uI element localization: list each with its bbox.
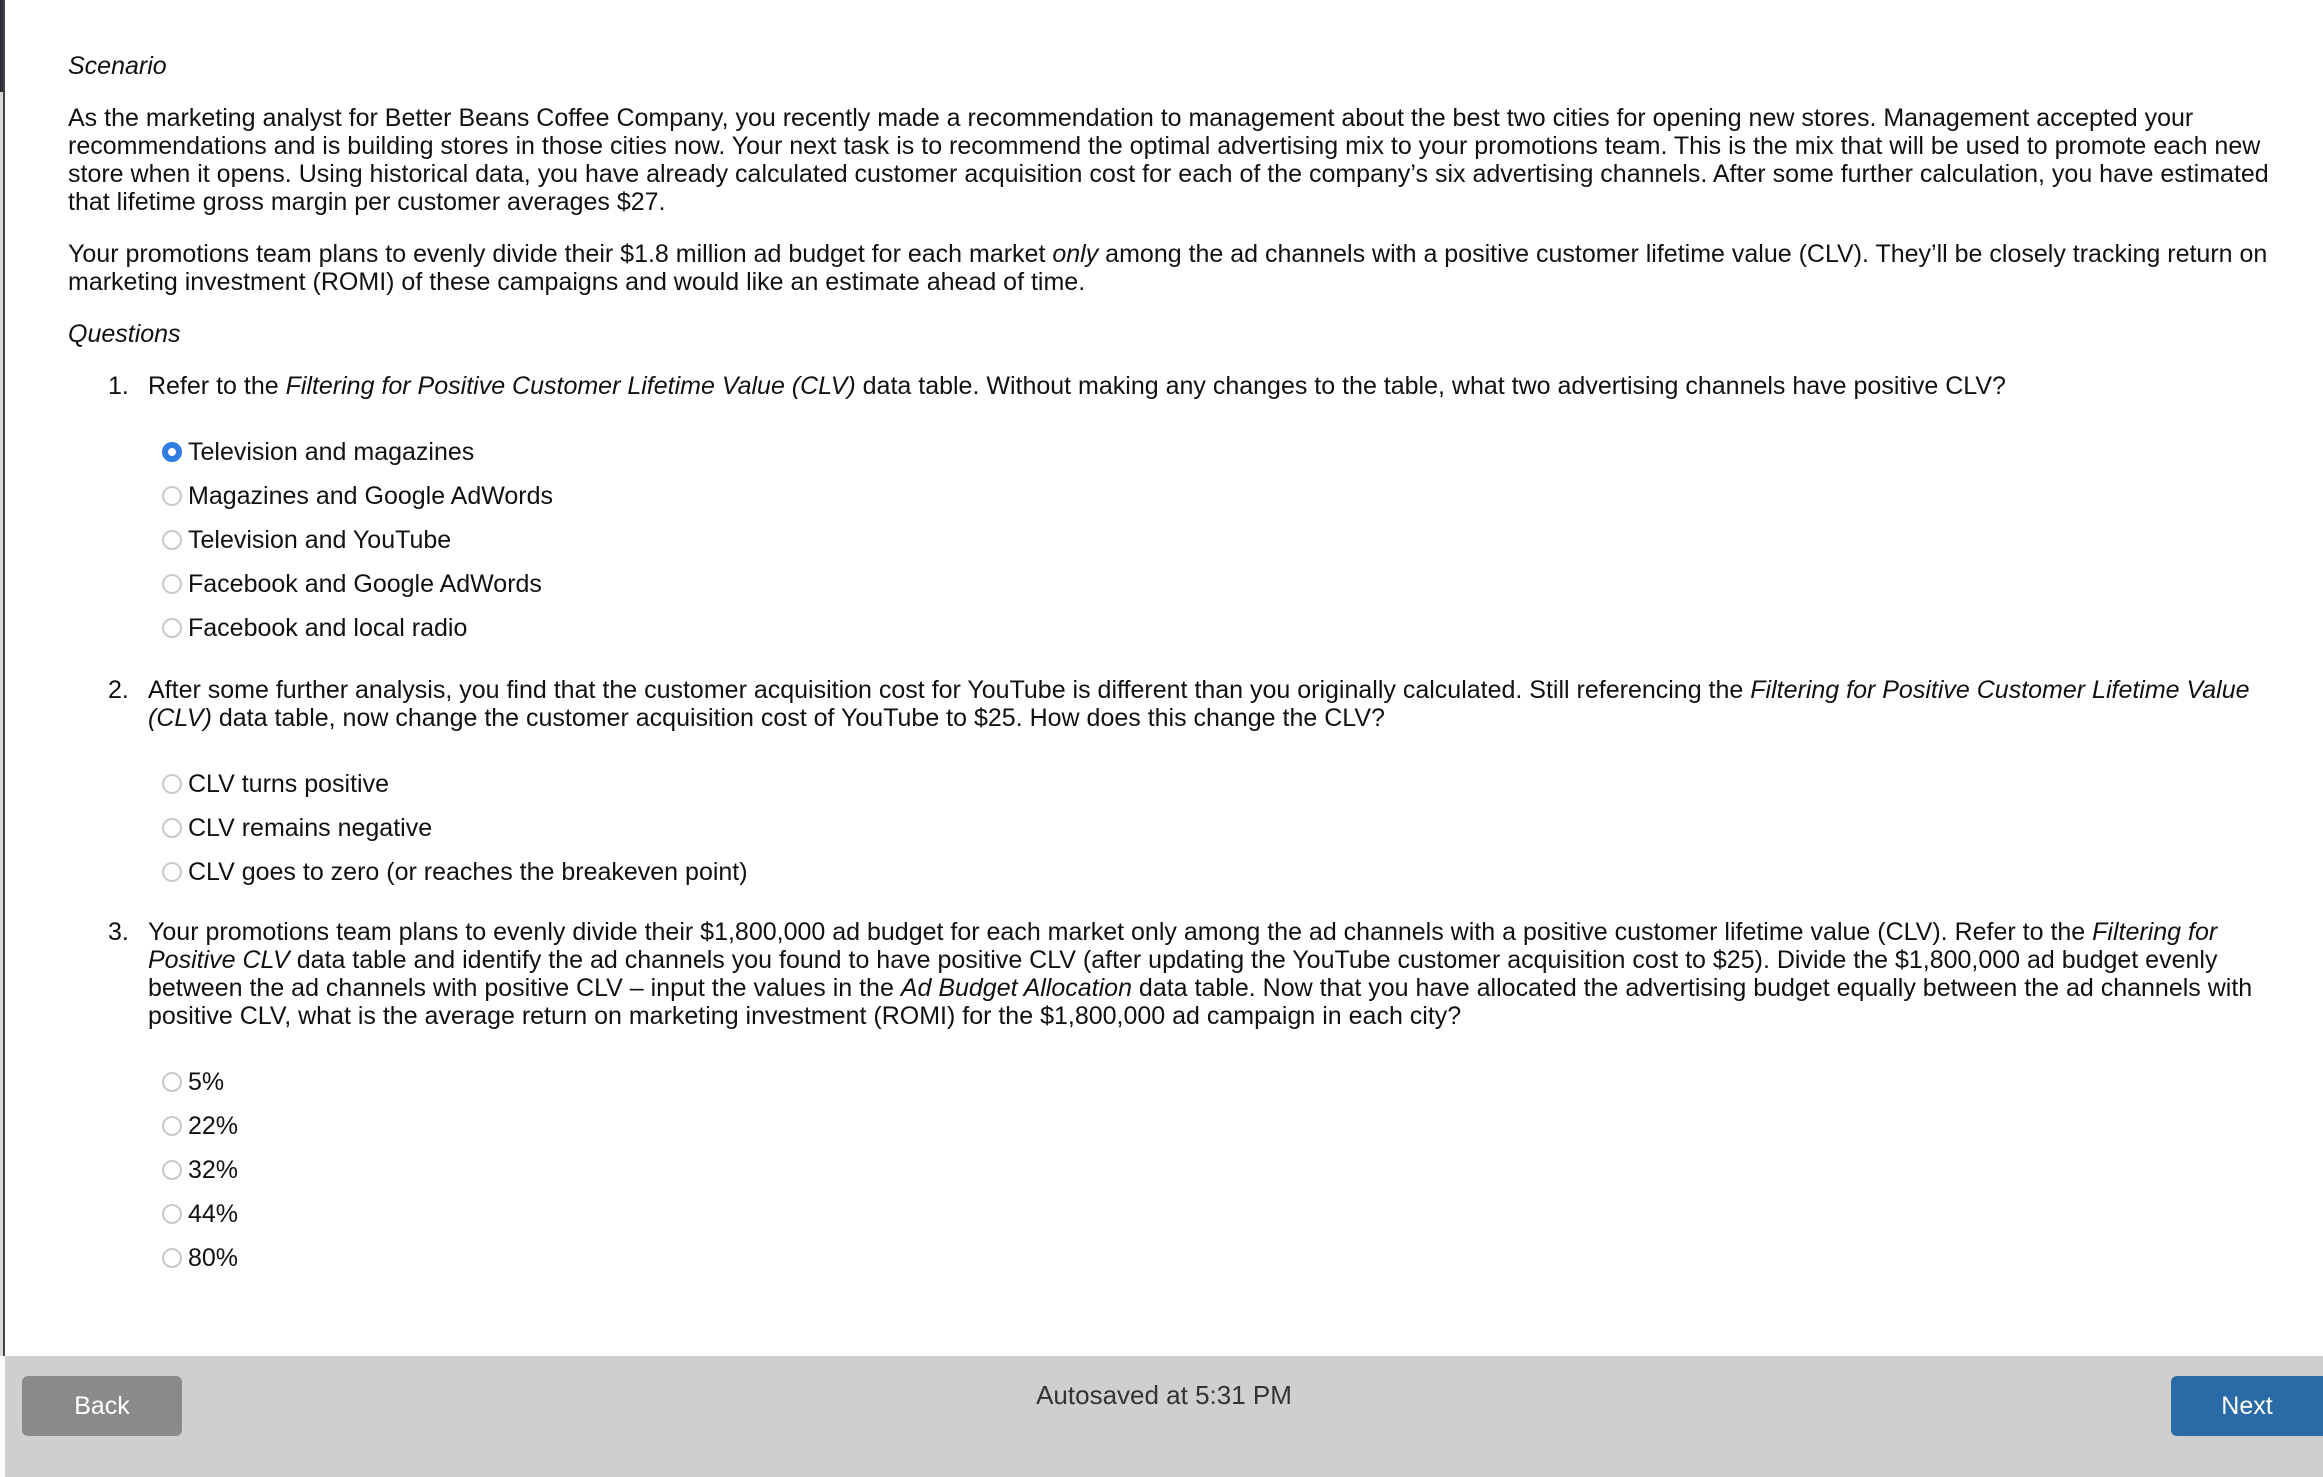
q2-option-3[interactable]: [162, 850, 2283, 894]
q3-option-5-label[interactable]: 80%: [188, 1244, 239, 1272]
q1-option-4[interactable]: [162, 562, 2283, 606]
question-3-text-part-b: data table and identify the ad channels you found to have positive CLV (after updating the YouTube customer acquisition cost to $25). Divide the $1,800,000 ad budget evenly between the ad channels with positive CLV – input the values in the: [148, 946, 2218, 1002]
q3-option-1[interactable]: [162, 1060, 2283, 1104]
question-1: [68, 372, 2283, 650]
q3-option-4[interactable]: [162, 1192, 2283, 1236]
q1-option-1[interactable]: [162, 430, 2283, 474]
question-1-number: 1.: [108, 372, 129, 400]
q3-option-3[interactable]: [162, 1148, 2283, 1192]
q3-option-2-label[interactable]: 22%: [188, 1112, 239, 1140]
q1-option-4-radio[interactable]: [162, 574, 182, 594]
q3-option-4-radio[interactable]: [162, 1204, 182, 1224]
q1-option-5-label[interactable]: Facebook and local radio: [188, 614, 468, 642]
q1-option-5-radio[interactable]: [162, 618, 182, 638]
q1-option-3[interactable]: [162, 518, 2283, 562]
question-3-options: [162, 1060, 2283, 1280]
question-2-text-part-a: After some further analysis, you find that the customer acquisition cost for YouTube is different than you originally calculated. Still referencing the: [148, 676, 1751, 704]
q2-option-2-radio[interactable]: [162, 818, 182, 838]
autosave-status: Autosaved at 5:31 PM: [1036, 1380, 1292, 1410]
q2-option-2[interactable]: [162, 806, 2283, 850]
question-1-text-part-a: Refer to the: [148, 372, 286, 400]
back-button[interactable]: Back: [22, 1376, 182, 1436]
scenario-paragraph-2-emphasis: only: [1052, 240, 1099, 268]
q3-option-2[interactable]: [162, 1104, 2283, 1148]
question-3-text-emphasis-1: Filtering for Positive CLV: [148, 918, 2218, 974]
q3-option-1-radio[interactable]: [162, 1072, 182, 1092]
q2-option-1-label[interactable]: CLV turns positive: [188, 770, 390, 798]
question-3-text-emphasis-2: Ad Budget Allocation: [900, 974, 1132, 1002]
left-edge-rule: [3, 0, 5, 1356]
q1-option-2-label[interactable]: Magazines and Google AdWords: [188, 482, 554, 510]
question-3-number: 3.: [108, 918, 129, 946]
q1-option-2-radio[interactable]: [162, 486, 182, 506]
q1-option-5[interactable]: [162, 606, 2283, 650]
question-1-text-part-b: data table. Without making any changes to the table, what two advertising channels have positive CLV?: [855, 372, 2006, 400]
q3-option-3-label[interactable]: 32%: [188, 1156, 239, 1184]
question-2-text-emphasis: Filtering for Positive Customer Lifetime Value (CLV): [148, 676, 2250, 732]
scenario-heading: Scenario: [68, 52, 167, 80]
scenario-paragraph-2: [68, 240, 2283, 296]
question-2-options: [162, 762, 2283, 894]
q2-option-2-label[interactable]: CLV remains negative: [188, 814, 433, 842]
left-edge-bar: [0, 0, 5, 1356]
q1-option-4-label[interactable]: Facebook and Google AdWords: [188, 570, 542, 598]
question-3-text-part-a: Your promotions team plans to evenly divide their $1,800,000 ad budget for each market only among the ad channels with a positive customer lifetime value (CLV). Refer to the: [148, 918, 2093, 946]
question-1-options: [162, 430, 2283, 650]
question-3: [68, 918, 2283, 1280]
main-content: [68, 52, 2283, 1280]
q3-option-2-radio[interactable]: [162, 1116, 182, 1136]
next-button[interactable]: Next: [2171, 1376, 2323, 1436]
question-1-text-emphasis: Filtering for Positive Customer Lifetime Value (CLV): [285, 372, 856, 400]
q3-option-1-label[interactable]: 5%: [188, 1068, 225, 1096]
question-2-text: [148, 676, 2283, 732]
scenario-paragraph-2-part-a: Your promotions team plans to evenly divide their $1.8 million ad budget for each market: [68, 240, 1053, 268]
q1-option-1-label[interactable]: Television and magazines: [188, 438, 475, 466]
question-1-text: [148, 372, 2283, 400]
q3-option-4-label[interactable]: 44%: [188, 1200, 239, 1228]
question-2: [68, 676, 2283, 894]
q3-option-5[interactable]: [162, 1236, 2283, 1280]
q1-option-3-radio[interactable]: [162, 530, 182, 550]
question-2-number: 2.: [108, 676, 129, 704]
footer-bar: [5, 1356, 2323, 1477]
scenario-paragraph-2-part-b: among the ad channels with a positive customer lifetime value (CLV). They’ll be closely tracking return on marketing investment (ROMI) of these campaigns and would like an estimate ahead of time.: [68, 240, 2268, 296]
q2-option-1-radio[interactable]: [162, 774, 182, 794]
q2-option-3-label[interactable]: CLV goes to zero (or reaches the breakeven point): [188, 858, 748, 886]
q1-option-1-radio[interactable]: [162, 442, 182, 462]
q3-option-3-radio[interactable]: [162, 1160, 182, 1180]
question-3-text: [148, 918, 2283, 1030]
question-2-text-part-b: data table, now change the customer acquisition cost of YouTube to $25. How does this change the CLV?: [211, 704, 1385, 732]
question-3-text-part-c: data table. Now that you have allocated the advertising budget equally between the ad channels with positive CLV, what is the average return on marketing investment (ROMI) for the $1,800,000 ad campaign in each city?: [148, 974, 2253, 1030]
questions-heading: Questions: [68, 320, 181, 348]
q1-option-2[interactable]: [162, 474, 2283, 518]
scenario-paragraph-1: As the marketing analyst for Better Beans Coffee Company, you recently made a recommendation to management about the best two cities for opening new stores. Management accepted your recommendations and is building stores in those cities now. Your next task is to recommend the optimal advertising mix to your promotions team. This is the mix that will be used to promote each new store when it opens. Using historical data, you have already calculated customer acquisition cost for each of the company’s six advertising channels. After some further calculation, you have estimated that lifetime gross margin per customer averages $27.: [68, 104, 2269, 216]
q2-option-1[interactable]: [162, 762, 2283, 806]
q1-option-3-label[interactable]: Television and YouTube: [188, 526, 452, 554]
q3-option-5-radio[interactable]: [162, 1248, 182, 1268]
q2-option-3-radio[interactable]: [162, 862, 182, 882]
